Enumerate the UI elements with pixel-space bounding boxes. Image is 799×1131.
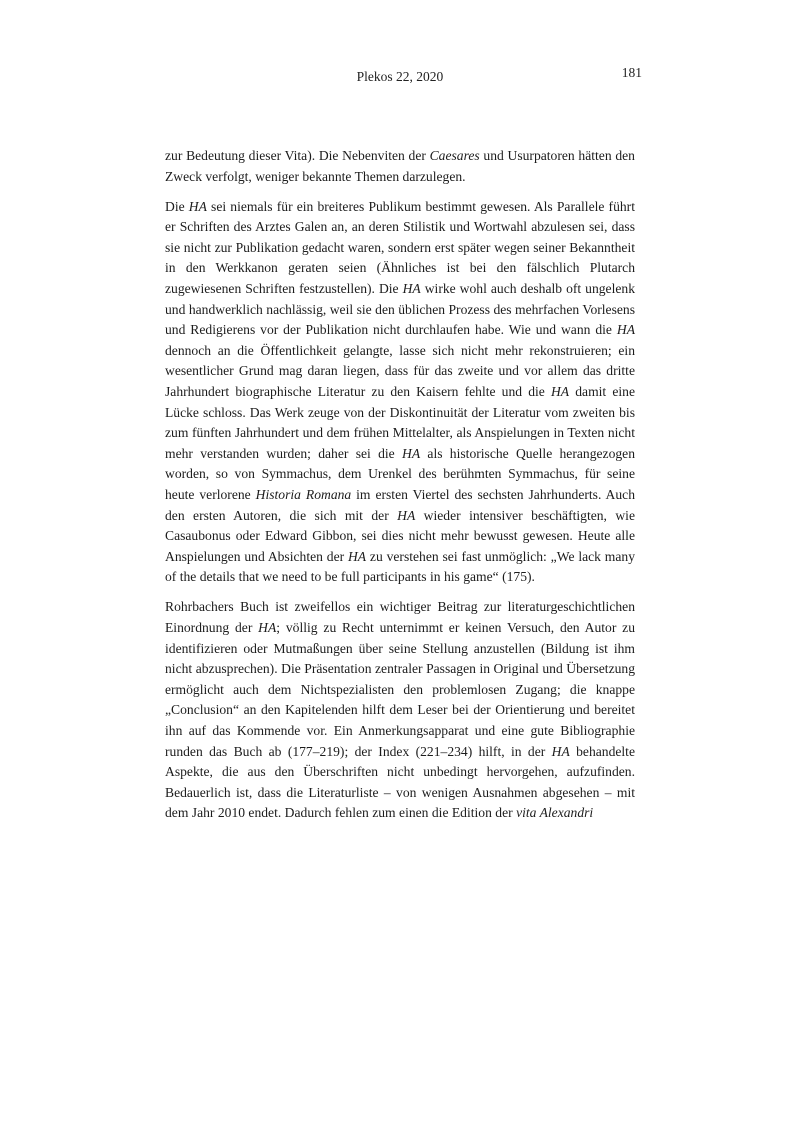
text-run: und Usurpatoren hätten den Zweck verfolgt, weniger bekannte Themen darzulegen. xyxy=(165,148,635,184)
italic-text-run: Caesares xyxy=(429,148,480,163)
italic-text-run: HA xyxy=(347,548,367,564)
text-run: sei niemals für ein breiteres Publikum bestimmt gewesen. Als Parallele führt er Schriften des Arztes Galen an, an deren Stilistik und Wortwahl abzulesen sei, dass sie nicht zur Publikation gedacht waren, sondern erst später wegen seiner Bekanntheit in den Werkkanon geraten seien (Ähnliches ist bei den fälschlich Plutarch zugewiesenen Schriften festzustellen). Die xyxy=(165,198,635,297)
text-run: im ersten Viertel des sechsten Jahrhunderts. Auch den ersten Autoren, die sich mit der xyxy=(165,487,635,523)
text-run: wirke wohl auch deshalb oft ungelenk und handwerklich nachlässig, weil sie den üblichen Prozess des mehrfachen Vorlesens und Redigierens vor der Publikation nicht durchlaufen habe. Wie und wann die xyxy=(165,281,635,338)
text-run: Die xyxy=(165,198,189,214)
text-run: ; völlig zu Recht unternimmt er keinen Versuch, den Autor zu identifizieren oder Mutmaßungen über seine Stellung anzustellen (Bildung ist ihm nicht abzusprechen). Die Präsentation zentraler Passagen in Original und Übersetzung ermöglicht auch dem Nichtspezialisten den problemlosen Zugang; die knappe „Conclusion“ an den Kapitelenden hilft dem Leser bei der Orientierung und bereitet ihn auf das Kommende vor. Ein Anmerkungsapparat und eine gute Bibliographie runden das Buch ab (177–219); der Index (221–234) hilft, in der xyxy=(165,620,636,759)
text-run: Rohrbachers Buch ist zweifellos ein wichtiger Beitrag zur literaturgeschichtlichen Einordnung der xyxy=(165,599,635,636)
page-body xyxy=(165,146,635,824)
italic-text-run: HA xyxy=(188,198,207,214)
page-number: 181 xyxy=(621,65,642,80)
text-run: wieder intensiver beschäftigten, wie Casaubonus oder Edward Gibbon, sei dies nicht mehr bewusst gewesen. Heute alle Anspielungen und Absichten der xyxy=(165,507,635,564)
italic-text-run: vita Alexandri xyxy=(516,805,594,821)
italic-text-run: HA xyxy=(551,743,570,759)
paragraph xyxy=(165,597,635,824)
text-run: behandelte Aspekte, die aus den Überschriften nicht unbedingt hervorgehen, aufzufinden. Bedauerlich ist, dass die Literaturliste – von wenigen Ausnahmen abgesehen – mit dem Jahr 2010 endet. Dadurch fehlen zum einen die Edition der xyxy=(165,743,635,821)
text-run: zu verstehen sei fast unmöglich: „We lack many of the details that we need to be full participants in his game“ (175). xyxy=(165,548,635,585)
paragraph xyxy=(165,146,635,187)
journal-title: Plekos 22, 2020 xyxy=(356,69,444,84)
italic-text-run: HA xyxy=(397,507,416,523)
italic-text-run: Historia Romana xyxy=(255,487,352,502)
text-run: als historische Quelle herangezogen worden, so von Symmachus, dem Urenkel des berühmten Symmachus, für seine heute verlorene xyxy=(165,445,635,502)
italic-text-run: HA xyxy=(258,620,277,636)
paragraph xyxy=(165,197,635,588)
text-run: damit eine Lücke schloss. Das Werk zeuge von der Diskontinuität der Literatur vom zweiten bis zum fünften Jahrhundert und dem frühen Mittelalter, als Anspielungen in Texten nicht mehr verstanden wurden; daher sei die xyxy=(165,384,635,461)
page-header xyxy=(165,65,642,85)
text-run: dennoch an die Öffentlichkeit gelangte, lasse sich nicht mehr rekonstruieren; ein wesentlicher Grund mag daran liegen, dass für das zweite und vor allem das dritte Jahrhundert biographische Literatur zu den Kaisern fehlte und die xyxy=(165,342,635,400)
italic-text-run: HA xyxy=(550,384,570,400)
italic-text-run: HA xyxy=(402,445,421,461)
text-run: zur Bedeutung dieser Vita). Die Nebenviten der xyxy=(165,148,430,163)
italic-text-run: HA xyxy=(616,322,635,338)
italic-text-run: HA xyxy=(402,281,421,297)
